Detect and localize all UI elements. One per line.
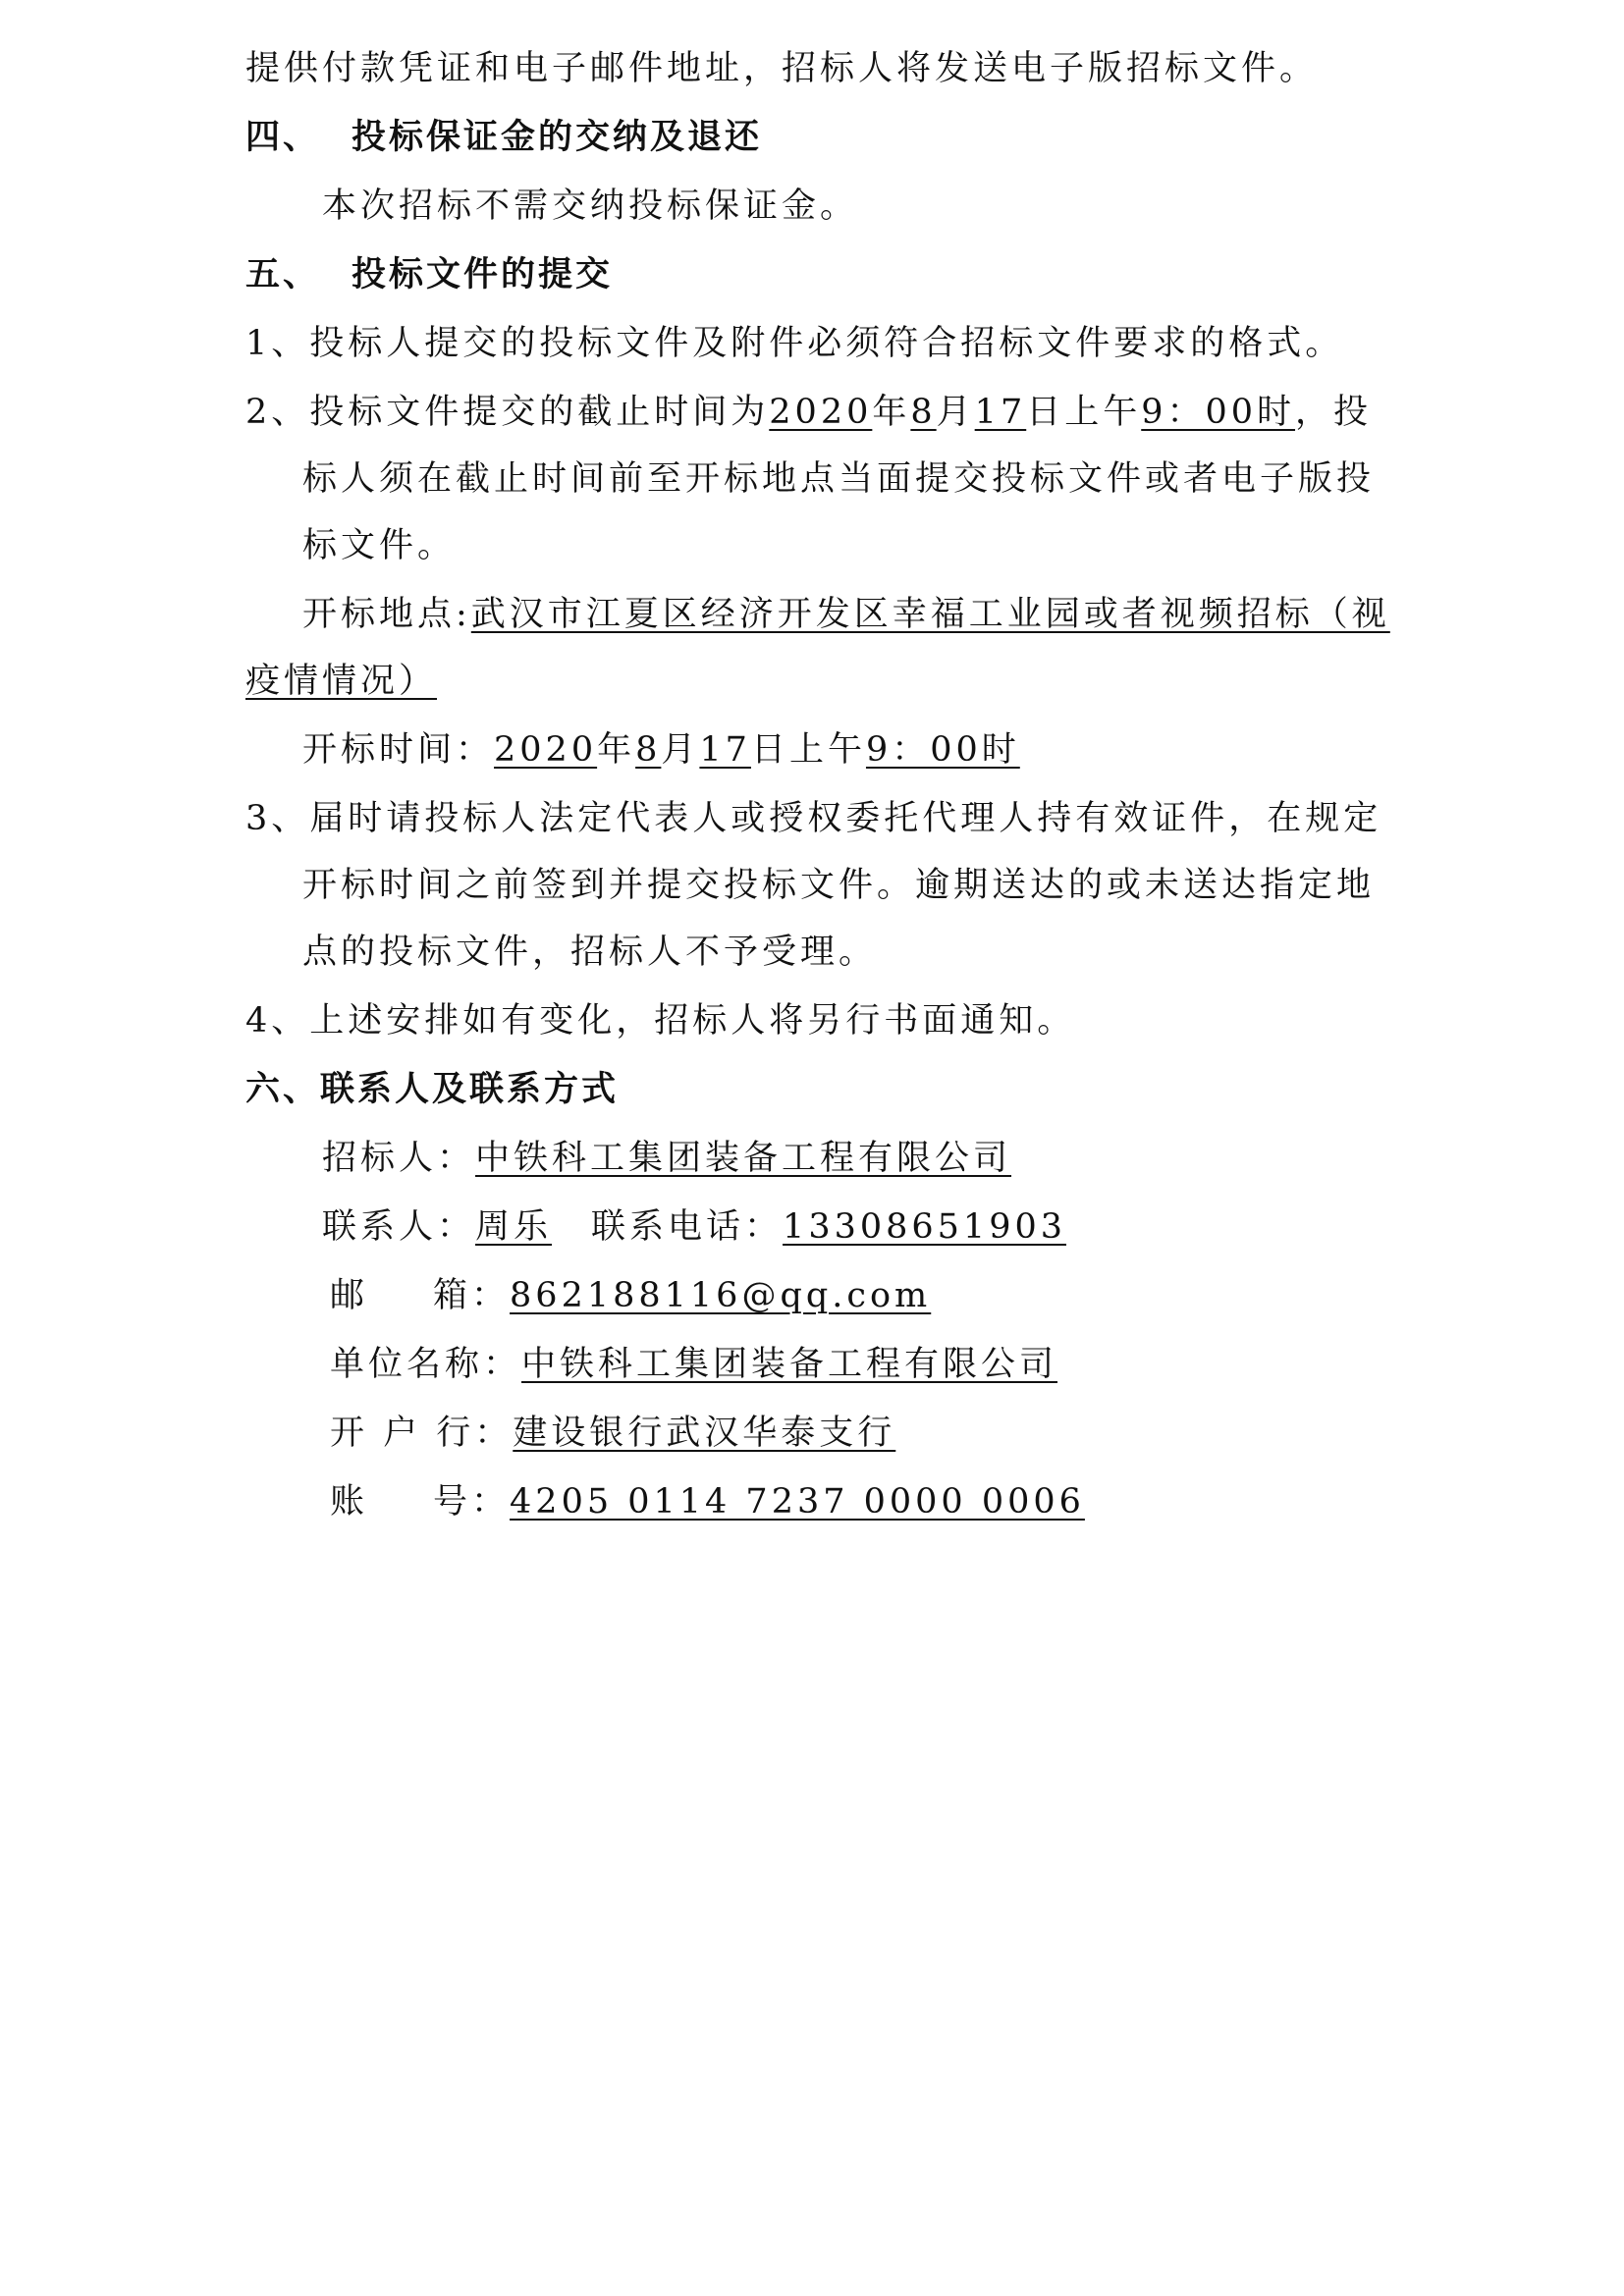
text: 日上午 [1026, 393, 1142, 432]
list-item [245, 391, 1372, 434]
text: 3、届时请投标人法定代表人或授权委托代理人持有效证件，在规定 [245, 799, 1382, 838]
text: 月 [936, 393, 975, 432]
open-time-year: 2020 [494, 730, 598, 770]
text: 日上午 [750, 730, 866, 770]
section-heading [245, 116, 762, 159]
unit-label: 单位名称： [330, 1345, 522, 1384]
email-label: 箱： [433, 1276, 511, 1315]
open-place-value: 武汉市江夏区经济开发区幸福工业园或者视频招标（视 [470, 595, 1390, 634]
unit-value: 中铁科工集团装备工程有限公司 [521, 1345, 1058, 1384]
paragraph-line [302, 931, 877, 974]
section-title: 投标保证金的交纳及退还 [352, 117, 763, 157]
email-value: 862188116@qq.com [510, 1276, 932, 1315]
section-heading [245, 253, 613, 296]
text: 年 [872, 393, 911, 432]
open-time-month: 8 [635, 730, 662, 770]
text: 提供付款凭证和电子邮件地址，招标人将发送电子版招标文件。 [245, 49, 1319, 88]
open-place-line [245, 660, 437, 703]
open-time-day: 17 [699, 730, 751, 770]
email-label: 邮 [330, 1276, 369, 1315]
paragraph-line [302, 524, 456, 567]
paragraph-line [322, 185, 858, 228]
list-item [245, 999, 1075, 1042]
bank-value: 建设银行武汉华泰支行 [513, 1414, 896, 1453]
open-time-label: 开标时间： [302, 730, 495, 770]
contact-line [322, 1205, 1066, 1249]
deadline-day: 17 [974, 393, 1027, 432]
list-item [245, 797, 1381, 840]
account-label: 号： [433, 1482, 511, 1522]
email-line [330, 1274, 931, 1317]
section-title: 六、联系人及联系方式 [245, 1069, 620, 1109]
deadline-year: 2020 [769, 393, 873, 432]
bank-label: 开 户 行： [330, 1414, 514, 1453]
paragraph-line [302, 864, 1375, 907]
paragraph-line [302, 457, 1375, 501]
phone-label: 联系电话： [591, 1207, 784, 1247]
text: 标人须在截止时间前至开标地点当面提交投标文件或者电子版投 [302, 459, 1376, 499]
contact-label: 联系人： [322, 1207, 476, 1247]
paragraph-line [245, 47, 1318, 90]
text: 开标时间之前签到并提交投标文件。逾期送达的或未送达指定地 [302, 866, 1376, 905]
text: 年 [597, 730, 636, 770]
section-heading [245, 1068, 619, 1111]
bank-line [330, 1412, 895, 1455]
text: 4、上述安排如有变化，招标人将另行书面通知。 [245, 1001, 1076, 1041]
deadline-time: 9：00时 [1141, 393, 1296, 432]
text: 1、投标人提交的投标文件及附件必须符合招标文件要求的格式。 [245, 324, 1344, 363]
tenderer-label: 招标人： [322, 1139, 476, 1178]
open-time-time: 9：00时 [865, 730, 1020, 770]
account-value: 4205 0114 7237 0000 0006 [510, 1482, 1085, 1522]
text: ，投 [1295, 393, 1373, 432]
account-line [330, 1480, 1085, 1523]
open-place-line [302, 593, 1390, 636]
text: 点的投标文件，招标人不予受理。 [302, 933, 878, 972]
open-place-value: 疫情情况） [245, 662, 438, 701]
text: 标文件。 [302, 526, 457, 565]
text: 2、投标文件提交的截止时间为 [245, 393, 770, 432]
tenderer-value: 中铁科工集团装备工程有限公司 [475, 1139, 1012, 1178]
open-time-line [302, 728, 1020, 772]
tenderer-line [322, 1137, 1011, 1180]
section-number: 四、 [245, 117, 321, 157]
text: 本次招标不需交纳投标保证金。 [322, 187, 859, 226]
phone-value: 13308651903 [783, 1207, 1066, 1247]
contact-value: 周乐 [475, 1207, 553, 1247]
account-label: 账 [330, 1482, 369, 1522]
section-title: 投标文件的提交 [352, 254, 614, 294]
list-item [245, 322, 1343, 365]
text: 月 [661, 730, 700, 770]
section-number: 五、 [245, 254, 321, 294]
open-place-label: 开标地点: [302, 595, 471, 634]
deadline-month: 8 [910, 393, 937, 432]
unit-line [330, 1343, 1057, 1386]
